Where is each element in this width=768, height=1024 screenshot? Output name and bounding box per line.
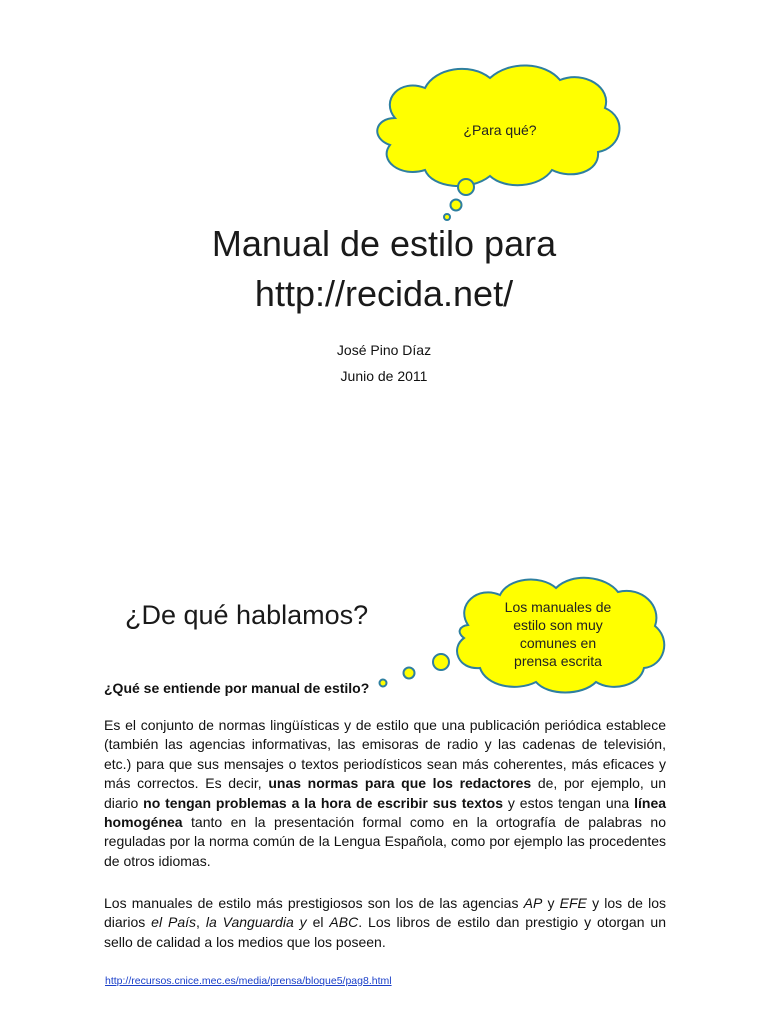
- paragraph-definition: [104, 716, 666, 871]
- thought-bubble-dots-middle: [380, 654, 450, 687]
- text-run: de, por ejemplo, un diario: [104, 775, 666, 811]
- text-run: tanto en la presentación formal como en la ortografía de palabras no reguladas por la norma común de la Lengua Española, como por ejemplo las procedentes de otros idiomas.: [104, 814, 666, 869]
- publication-date: Junio de 2011: [340, 368, 428, 384]
- source-link[interactable]: http://recursos.cnice.mec.es/media/prensa/bloque5/pag8.html: [105, 975, 392, 987]
- text-run: y estos tengan una: [503, 794, 635, 811]
- question-heading: ¿Qué se entiende por manual de estilo?: [104, 680, 370, 696]
- text-run: Es el conjunto de normas lingüísticas y de estilo que una publicación periódica establece (también las agencias informativas, las emisoras de radio y las cadenas de televisión, etc.) para que sus mensajes o textos periodísticos sean más coherentes, más eficaces y más correctos. Es decir,: [104, 717, 666, 792]
- document-title-line1: Manual de estilo para: [211, 223, 557, 264]
- italic-run: EFE: [559, 895, 587, 911]
- text-run: y: [542, 895, 560, 911]
- text-run: el: [306, 914, 330, 931]
- text-run: ,: [196, 914, 206, 931]
- italic-run: la Vanguardia y: [205, 914, 307, 931]
- cloud-top-text: ¿Para qué?: [463, 122, 537, 138]
- author-name: José Pino Díaz: [336, 342, 432, 358]
- document-title-line2: http://recida.net/: [254, 273, 514, 314]
- text-run: Los manuales de estilo más prestigiosos son los de las agencias: [104, 895, 524, 911]
- cloud-middle-line: estilo son muy: [513, 617, 603, 633]
- text-run: y los de los diarios: [104, 895, 666, 931]
- bold-run: no tengan problemas a la hora de escribir sus textos: [143, 794, 504, 811]
- cloud-middle-line: comunes en: [519, 635, 597, 651]
- text-run: . Los libros de estilo dan prestigio y otorgan un sello de calidad a los medios que los poseen.: [104, 914, 666, 950]
- italic-run: ABC: [329, 914, 359, 931]
- bold-run: línea homogénea: [104, 794, 667, 831]
- cloud-middle-line: Los manuales de: [504, 599, 612, 615]
- italic-run: el País: [151, 914, 197, 931]
- italic-run: AP: [523, 895, 543, 911]
- section-heading: ¿De qué hablamos?: [125, 600, 369, 630]
- cloud-middle-line: prensa escrita: [514, 653, 602, 669]
- paragraph-prestigious-manuals: [104, 894, 666, 952]
- cloud-middle-text: [486, 598, 630, 670]
- bold-run: unas normas para que los redactores: [268, 775, 532, 792]
